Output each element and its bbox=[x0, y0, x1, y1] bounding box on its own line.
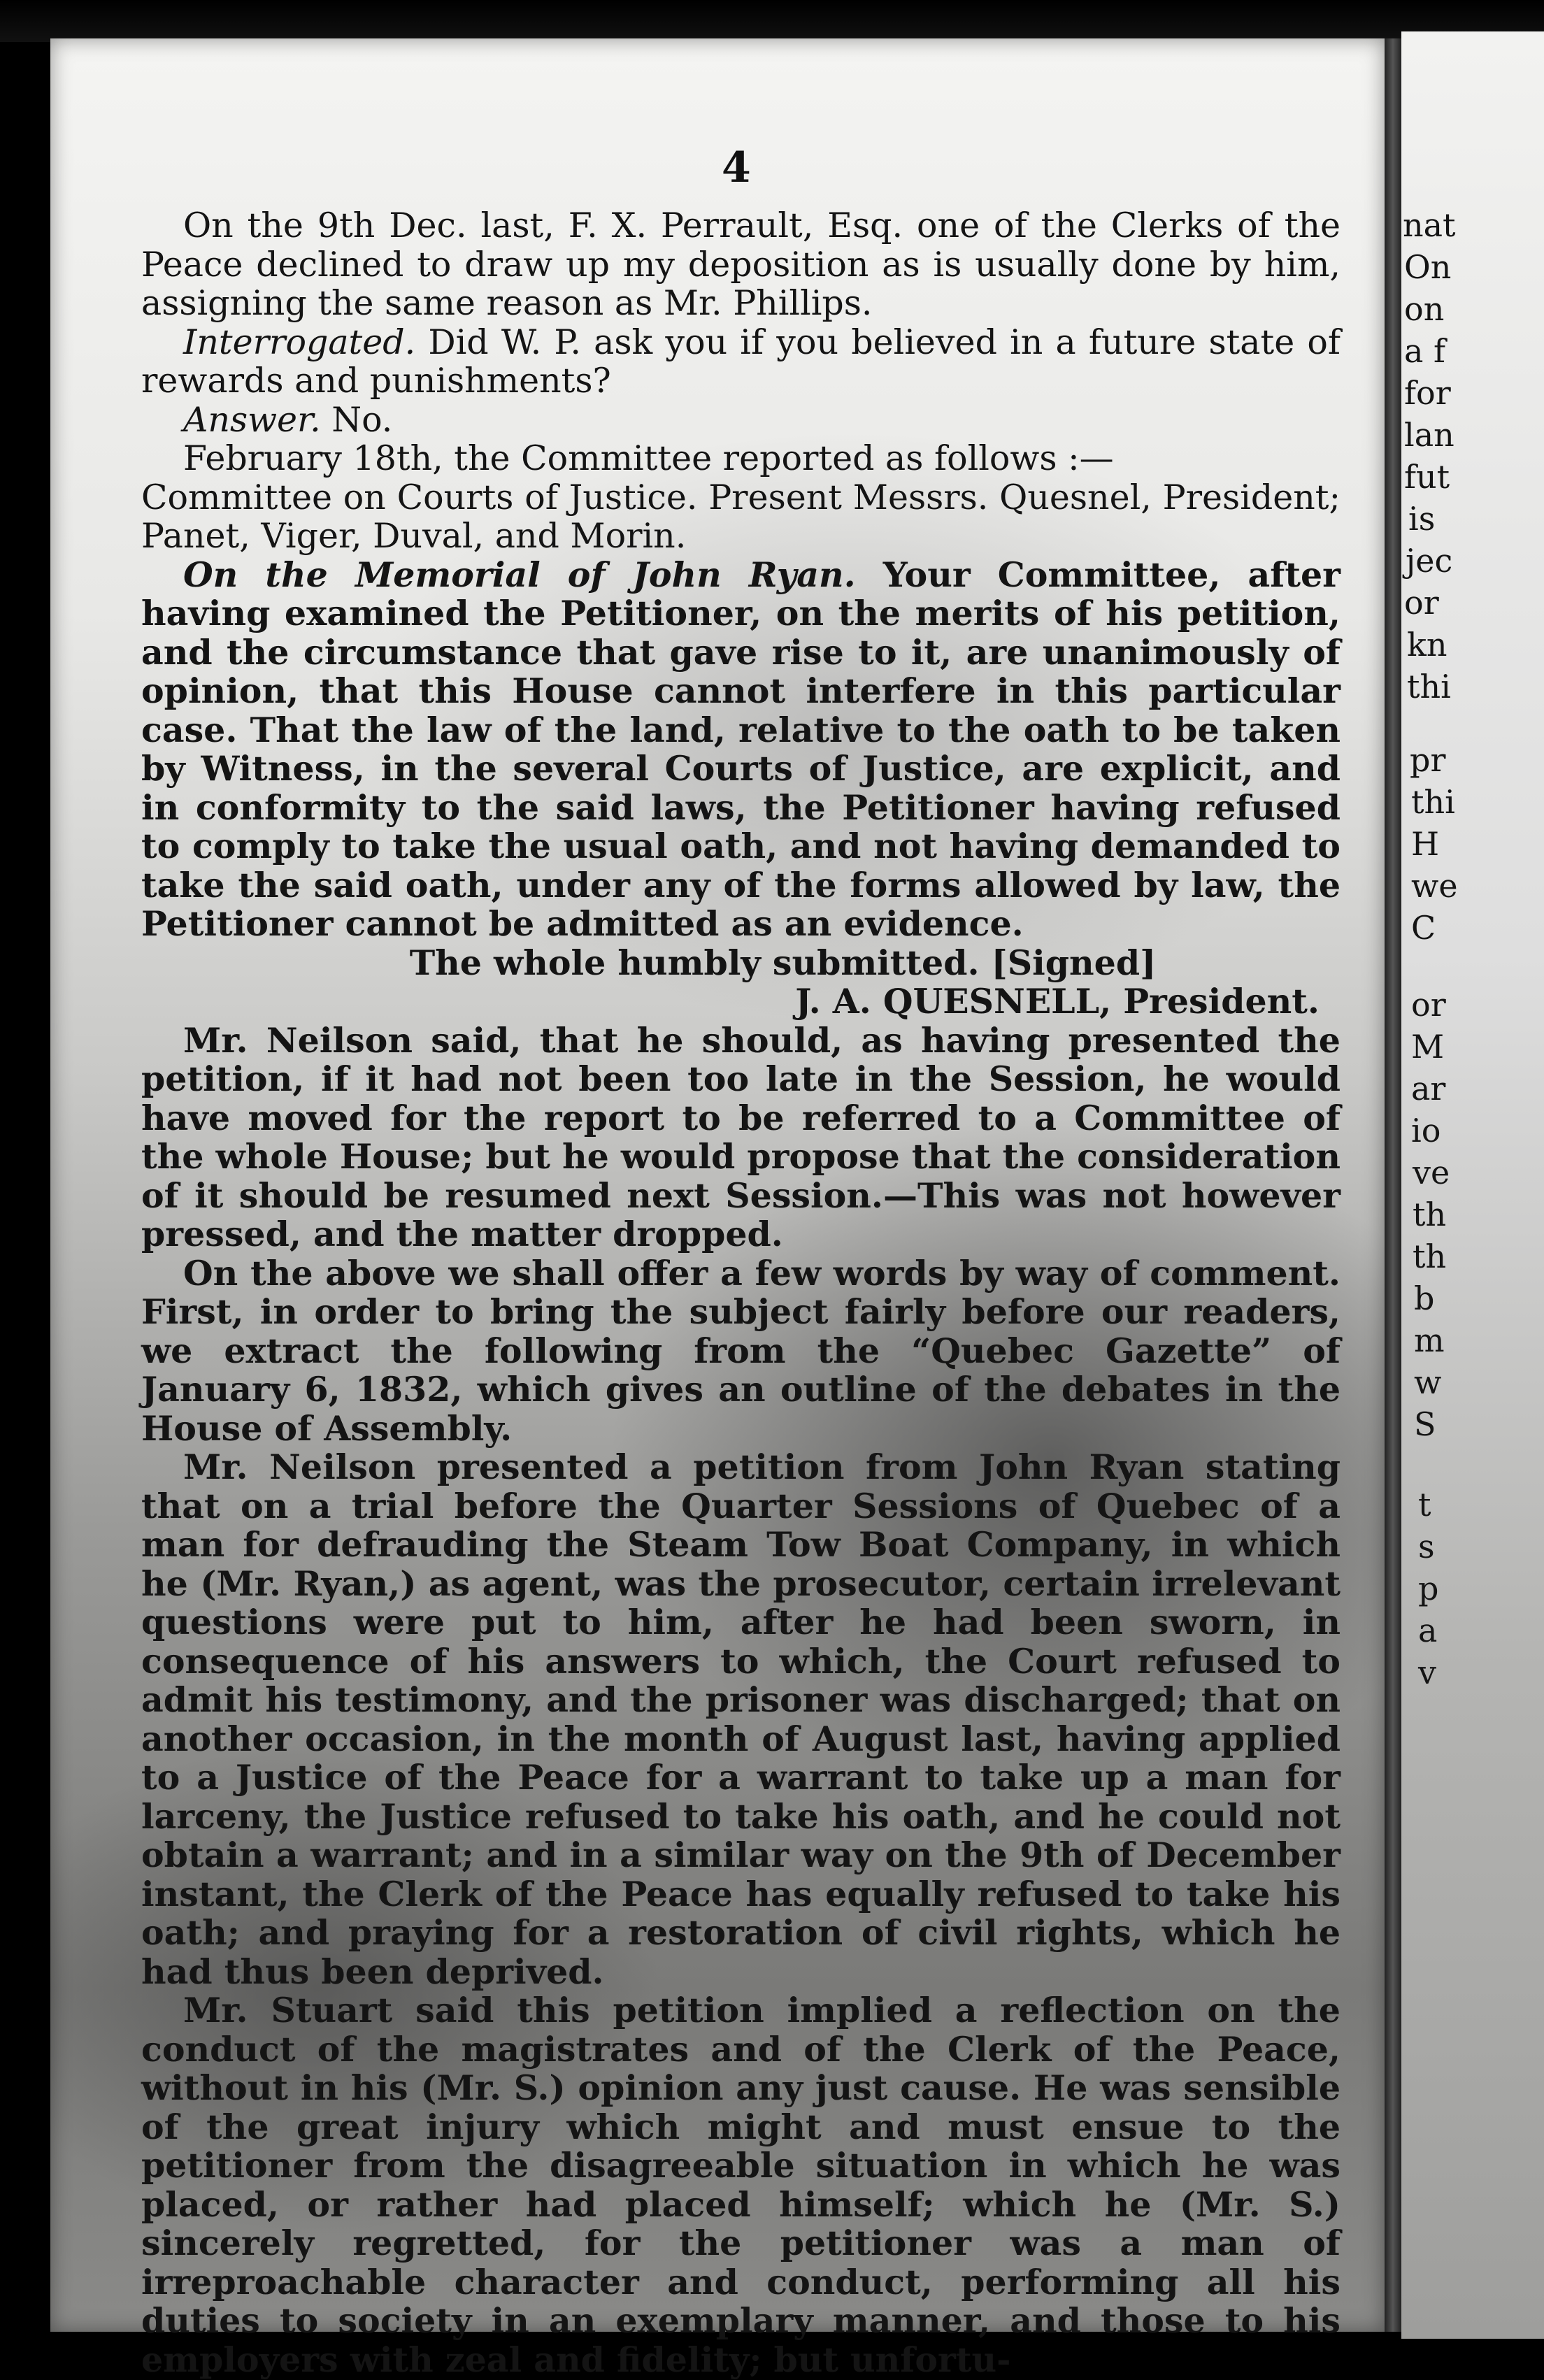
paragraph bbox=[141, 478, 1341, 556]
paragraph bbox=[141, 401, 1341, 440]
adjacent-page-fragment: pr bbox=[1410, 741, 1446, 779]
paragraph-text: Your Committee, after having examined the Petitioner, on the merits of his petition, and the circumstance that gave rise to it, are unanimously of opinion, that this House cannot interfere in this particular case. That the law of the land, relative to the oath to be taken by Witness, in the several Courts of Justice, are explicit, and in conformity to the said laws, the Petitioner having refused to comply to take the usual oath, and not having demanded to take the said oath, under any of the forms allowed by law, the Petitioner cannot be admitted as an evidence. bbox=[141, 554, 1341, 944]
paragraph-lead: Interrogated. bbox=[183, 322, 416, 362]
adjacent-page-fragment: C bbox=[1411, 909, 1436, 947]
adjacent-page-fragment: S bbox=[1414, 1405, 1436, 1443]
adjacent-page-fragment: p bbox=[1418, 1570, 1439, 1607]
adjacent-page-fragment: thi bbox=[1407, 668, 1451, 705]
document-page bbox=[50, 38, 1385, 2380]
adjacent-page-fragment: a bbox=[1418, 1612, 1438, 1649]
adjacent-page-fragment: a f bbox=[1404, 332, 1446, 370]
paragraph-text: Mr. Neilson said, that he should, as having presented the petition, if it had not been too late in the Session, he would have moved for the report to be referred to a Committee of the whole House; but he would propose that the consideration of it should be resumed next Session.—This was not however pressed, and the matter dropped. bbox=[141, 1019, 1341, 1254]
paragraph bbox=[141, 1021, 1341, 1254]
paragraph bbox=[141, 1254, 1341, 1449]
adjacent-page-fragment: On bbox=[1404, 248, 1452, 286]
paragraph-text: J. A. QUESNELL, President. bbox=[795, 981, 1320, 1021]
book-gutter bbox=[1385, 38, 1401, 2332]
paragraph bbox=[141, 556, 1341, 944]
paragraph-text: On the 9th Dec. last, F. X. Perrault, Esq. one of the Clerks of the Peace declined to draw up my deposition as is usually done by him, assigning the same reason as Mr. Phillips. bbox=[141, 206, 1341, 323]
scan-border bbox=[0, 0, 1544, 42]
adjacent-page-fragment: th bbox=[1413, 1238, 1447, 1275]
paragraph-text: Mr. Neilson presented a petition from John Ryan stating that on a trial before the Quarter Sessions of Quebec of a man for defrauding the Steam Tow Boat Company, in which he (Mr. Ryan,) as agent, was the prosecutor, certain irrelevant questions were put to him, after he had been sworn, in consequence of his answers to which, the Court refused to admit his testimony, and the prisoner was discharged; that on another occasion, in the month of August last, having applied to a Justice of the Peace for a warrant to take up a man for larceny, the Justice refused to take his oath, and he could not obtain a warrant; and in a similar way on the 9th of December instant, the Clerk of the Peace has equally refused to take his oath; and praying for a restoration of civil rights, which he had thus been deprived. bbox=[141, 1447, 1341, 1992]
adjacent-page-fragment: fut bbox=[1404, 458, 1450, 496]
adjacent-page-fragment: v bbox=[1418, 1654, 1436, 1691]
adjacent-page-fragment: is bbox=[1408, 500, 1436, 538]
adjacent-page-fragment: th bbox=[1413, 1196, 1447, 1233]
adjacent-page-fragment: thi bbox=[1411, 783, 1455, 821]
adjacent-page-fragment: t bbox=[1418, 1486, 1431, 1524]
adjacent-page-fragment: m bbox=[1414, 1321, 1445, 1359]
adjacent-page-fragment: kn bbox=[1407, 626, 1448, 664]
adjacent-page-fragment: lan bbox=[1404, 416, 1454, 454]
adjacent-page-fragment: we bbox=[1411, 867, 1458, 905]
paragraph-lead: Answer. bbox=[183, 399, 321, 440]
paragraph-text: Mr. Stuart said this petition implied a reflection on the conduct of the magistrates and of the Clerk of the Peace, without in his (Mr. S.) opinion any just cause. He was sensible of the great injury which might and must ensue to the petitioner from the disagreeable situation in which he was placed, or rather had placed himself; which he (Mr. S.) sincerely regretted, for the petitioner was a man of irreproachable character and conduct, performing all his duties to society in an exemplary manner, and those to his employers with zeal and fidelity; but unfortu- bbox=[141, 1990, 1341, 2380]
adjacent-page-edge bbox=[1401, 31, 1544, 2339]
document-body bbox=[141, 206, 1341, 2379]
adjacent-page-fragment: s bbox=[1418, 1528, 1435, 1565]
adjacent-page-fragment: nat bbox=[1403, 206, 1456, 244]
paragraph bbox=[141, 1991, 1341, 2379]
paragraph bbox=[141, 323, 1341, 401]
page-number: 4 bbox=[722, 143, 751, 192]
adjacent-page-fragment: b bbox=[1414, 1279, 1435, 1317]
paragraph-text: February 18th, the Committee reported as follows :— bbox=[183, 438, 1114, 478]
adjacent-page-fragment: for bbox=[1404, 374, 1451, 412]
adjacent-page-fragment: w bbox=[1414, 1363, 1442, 1401]
adjacent-page-fragment: or bbox=[1411, 986, 1446, 1024]
paragraph-lead: On the Memorial of John Ryan. bbox=[183, 554, 856, 595]
paragraph bbox=[141, 206, 1341, 323]
paragraph-text: No. bbox=[320, 399, 393, 440]
adjacent-page-fragment: io bbox=[1411, 1112, 1441, 1149]
paragraph bbox=[141, 982, 1341, 1021]
paragraph bbox=[141, 944, 1341, 983]
paragraph bbox=[141, 1448, 1341, 1991]
paragraph-text: The whole humbly submitted. [Signed] bbox=[409, 942, 1157, 983]
adjacent-page-fragment: jec bbox=[1406, 542, 1453, 580]
paragraph bbox=[141, 439, 1341, 478]
paragraph-text: Did W. P. ask you if you believed in a future state of rewards and punishments? bbox=[141, 322, 1341, 401]
adjacent-page-fragment: M bbox=[1411, 1028, 1445, 1066]
adjacent-page-fragment: ar bbox=[1411, 1070, 1446, 1107]
adjacent-page-fragment: H bbox=[1411, 825, 1440, 863]
paragraph-text: Committee on Courts of Justice. Present Messrs. Quesnel, President; Panet, Viger, Duval, and Morin. bbox=[141, 477, 1341, 556]
adjacent-page-fragment: or bbox=[1404, 584, 1439, 622]
adjacent-page-fragment: ve bbox=[1413, 1154, 1450, 1191]
paragraph-text: On the above we shall offer a few words by way of comment. First, in order to bring the subject fairly before our readers, we extract the following from the “Quebec Gazette” of January 6, 1832, which gives an outline of the debates in the House of Assembly. bbox=[141, 1252, 1341, 1449]
adjacent-page-fragment: on bbox=[1404, 290, 1445, 328]
